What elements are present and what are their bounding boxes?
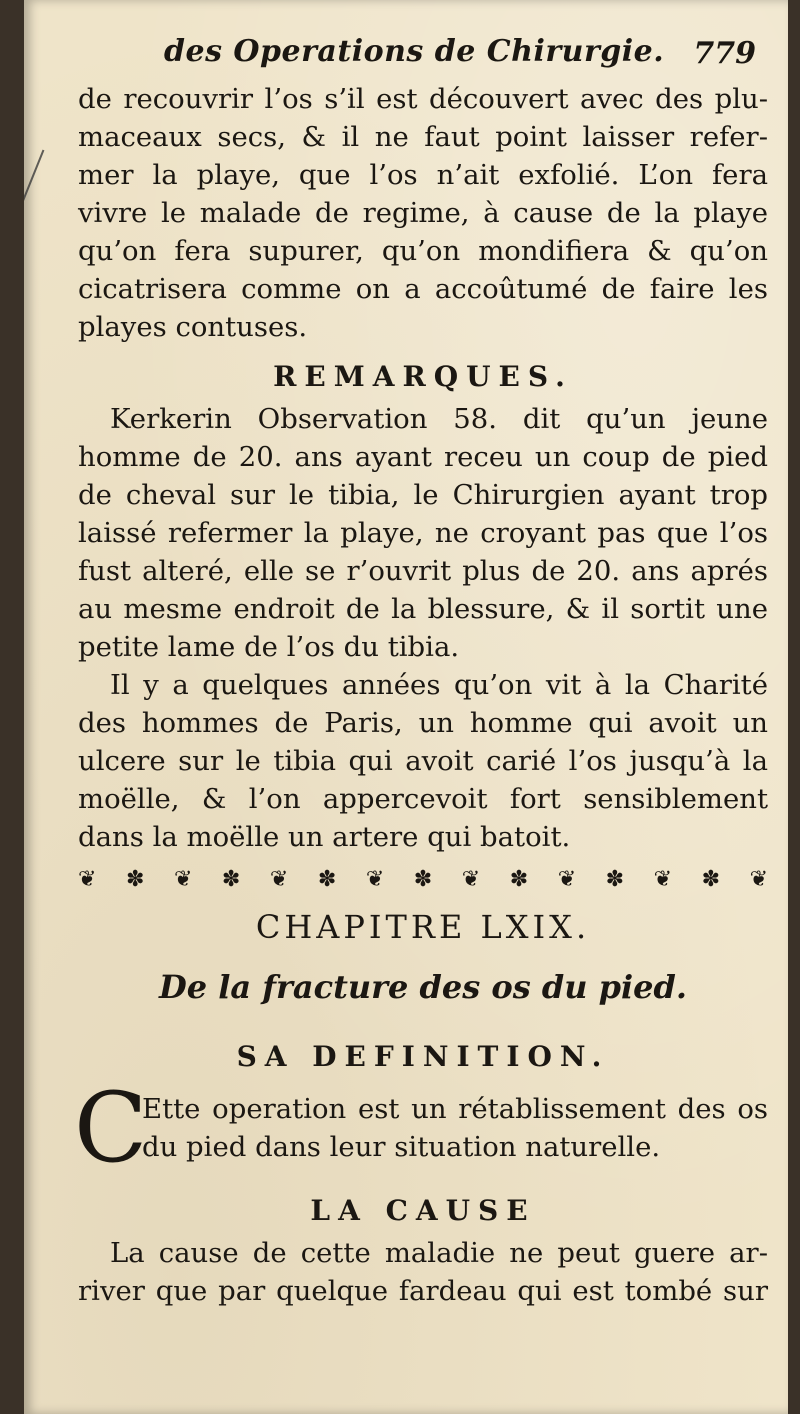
fleuron-ornament: ❦ bbox=[653, 867, 673, 892]
book-page bbox=[24, 0, 788, 1414]
text-line: des hommes de Paris, un homme qui avoit un bbox=[78, 707, 768, 739]
text-line: au mesme endroit de la blessure, & il sortit une bbox=[78, 593, 768, 625]
fleuron-ornament: ✽ bbox=[605, 867, 625, 892]
fleuron-ornament: ✽ bbox=[317, 867, 337, 892]
ornament-divider bbox=[78, 862, 768, 898]
text-line: vivre le malade de regime, à cause de la playe bbox=[78, 197, 768, 229]
fleuron-ornament: ✽ bbox=[125, 867, 145, 892]
chapter-title: CHAPITRE LXIX. bbox=[255, 908, 591, 946]
fleuron-ornament: ❦ bbox=[269, 867, 289, 892]
fleuron-ornament: ❦ bbox=[173, 867, 193, 892]
text-line: petite lame de l’os du tibia. bbox=[78, 631, 460, 663]
cause-heading: LA CAUSE bbox=[310, 1194, 536, 1227]
remarques-paragraph-2 bbox=[78, 666, 768, 856]
drop-cap: C bbox=[74, 1072, 148, 1184]
fleuron-ornament: ❦ bbox=[78, 867, 97, 892]
text-line: La cause de cette maladie ne peut guere ar- bbox=[110, 1237, 768, 1269]
text-line: fust alteré, elle se r’ouvrit plus de 20. ans aprés bbox=[78, 555, 768, 587]
remarques-heading: REMARQUES. bbox=[273, 360, 573, 393]
intro-paragraph bbox=[78, 80, 768, 346]
text-line: playes contuses. bbox=[78, 311, 308, 343]
definition-paragraph bbox=[142, 1090, 768, 1166]
fleuron-ornament: ❦ bbox=[365, 867, 385, 892]
fleuron-ornament: ✽ bbox=[701, 867, 721, 892]
text-line: homme de 20. ans ayant receu un coup de pied bbox=[78, 441, 768, 473]
text-line: de recouvrir l’os s’il est découvert avec des plu- bbox=[78, 83, 768, 115]
text-line: Ette operation est un rétablissement des os bbox=[142, 1093, 768, 1125]
text-line: river que par quelque fardeau qui est tombé sur bbox=[78, 1275, 768, 1307]
text-line: dans la moëlle un artere qui batoit. bbox=[78, 821, 571, 853]
text-line: Il y a quelques années qu’on vit à la Charité bbox=[110, 669, 768, 701]
text-line: qu’on fera supurer, qu’on mondifiera & qu’on bbox=[78, 235, 768, 267]
text-line: mer la playe, que l’os n’ait exfolié. L’on fera bbox=[78, 159, 768, 191]
chapter-subtitle: De la fracture des os du pied. bbox=[158, 968, 688, 1006]
fleuron-ornament: ❦ bbox=[749, 867, 768, 892]
fleuron-ornament: ✽ bbox=[413, 867, 433, 892]
definition-heading: SA DEFINITION. bbox=[236, 1040, 610, 1073]
running-title: des Operations de Chirurgie. bbox=[164, 34, 665, 69]
remarques-paragraph-1 bbox=[78, 400, 768, 666]
text-line: ulcere sur le tibia qui avoit carié l’os jusqu’à la bbox=[78, 745, 768, 777]
page-number: 779 bbox=[693, 36, 756, 71]
text-line: laissé refermer la playe, ne croyant pas que l’os bbox=[78, 517, 768, 549]
fleuron-ornament: ❦ bbox=[557, 867, 577, 892]
fleuron-ornament: ✽ bbox=[221, 867, 241, 892]
text-line: moëlle, & l’on appercevoit fort sensiblement bbox=[78, 783, 768, 815]
running-header bbox=[164, 34, 764, 82]
cause-paragraph bbox=[78, 1234, 768, 1310]
margin-pencil-mark bbox=[24, 150, 44, 203]
text-line: cicatrisera comme on a accoûtumé de faire les bbox=[78, 273, 768, 305]
text-line: maceaux secs, & il ne faut point laisser refer- bbox=[78, 121, 768, 153]
fleuron-ornament: ✽ bbox=[509, 867, 529, 892]
text-line: de cheval sur le tibia, le Chirurgien ayant trop bbox=[78, 479, 768, 511]
text-line: Kerkerin Observation 58. dit qu’un jeune bbox=[110, 403, 768, 435]
text-line: du pied dans leur situation naturelle. bbox=[142, 1131, 661, 1163]
fleuron-ornament: ❦ bbox=[461, 867, 481, 892]
